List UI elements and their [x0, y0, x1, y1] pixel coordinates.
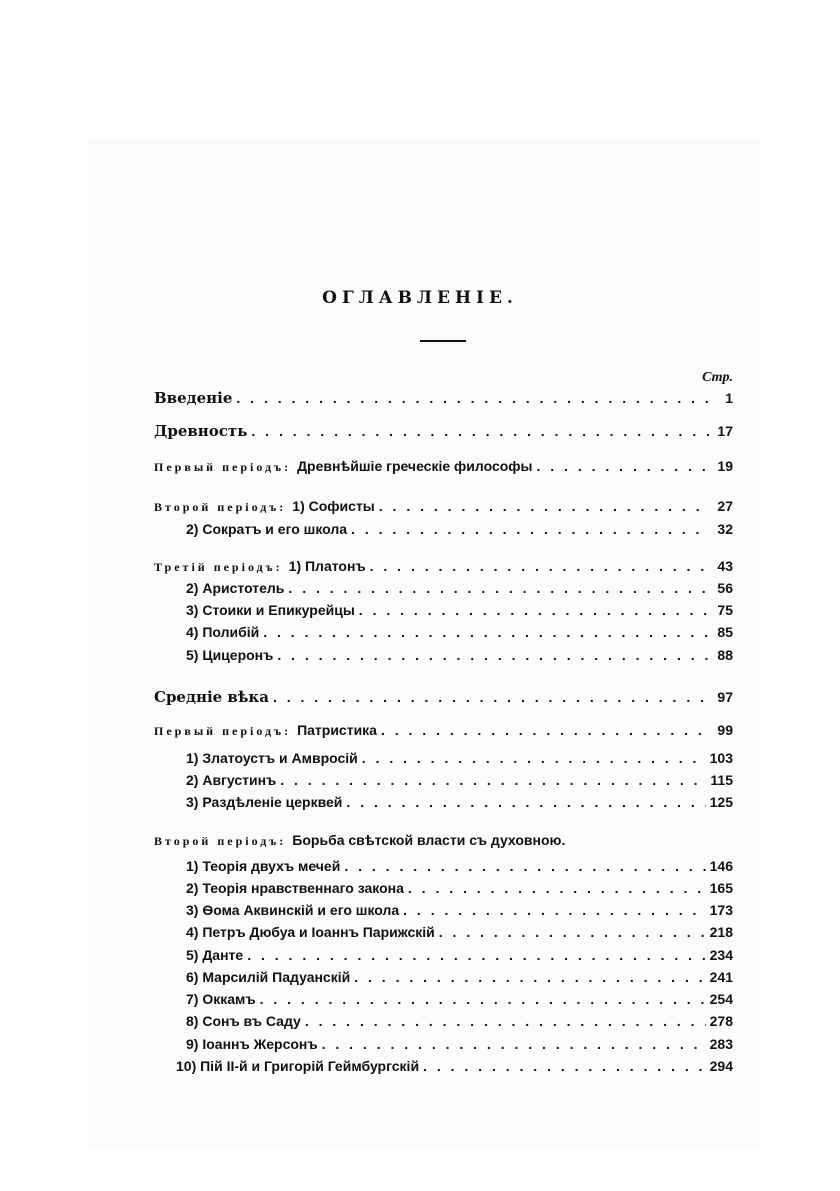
toc-entry — [154, 722, 733, 744]
toc-leader-dots — [359, 602, 709, 618]
toc-page-number: 88 — [717, 647, 733, 663]
toc-entry-title: 1) Теорія двухъ мечей — [186, 858, 341, 874]
toc-period-label: Третій періодъ: — [154, 560, 283, 574]
toc-leader-dots — [277, 647, 709, 663]
toc-entry — [186, 624, 733, 646]
toc-page-number: 17 — [717, 423, 733, 439]
toc-period-label: Первый періодъ: — [154, 460, 292, 474]
toc-entry-title: 3) Стоики и Епикурейцы — [186, 602, 355, 618]
toc-page-number: 99 — [717, 722, 733, 738]
toc-entry-title: 3) Ѳома Аквинскій и его школа — [186, 902, 400, 918]
toc-page-number: 283 — [709, 1036, 733, 1052]
page-title: ОГЛАВЛЕНІЕ. — [322, 288, 518, 308]
toc-entry — [186, 902, 733, 924]
toc-entry — [154, 832, 733, 854]
toc-leader-dots — [236, 390, 709, 406]
toc-entry — [154, 422, 733, 444]
toc-entry-title: 4) Полибій — [186, 624, 260, 640]
toc-period-label: Первый періодъ: — [154, 724, 292, 738]
toc-entry — [186, 991, 733, 1013]
toc-leader-dots — [403, 902, 705, 918]
toc-page-number: 85 — [717, 624, 733, 640]
toc-page-number: 43 — [717, 558, 733, 574]
toc-page-number: 165 — [709, 880, 733, 896]
toc-page-number: 97 — [717, 689, 733, 705]
toc-leader-dots — [273, 689, 709, 705]
page-column-label: Стр. — [702, 370, 733, 385]
toc-entry-title: Введеніе — [154, 389, 233, 407]
toc-entry-title: 2) Сократъ и его школа — [186, 521, 348, 537]
toc-leader-dots — [247, 947, 705, 963]
toc-leader-dots — [322, 1036, 706, 1052]
toc-leader-dots — [354, 969, 705, 985]
toc-entry — [186, 880, 733, 902]
toc-entry — [154, 458, 733, 480]
toc-entry — [186, 521, 733, 543]
toc-leader-dots — [379, 498, 709, 514]
toc-page-number: 1 — [725, 390, 733, 406]
toc-entry-title: 7) Оккамъ — [186, 991, 256, 1007]
toc-page-number: 32 — [717, 521, 733, 537]
toc-leader-dots — [305, 1013, 706, 1029]
toc-entry-title: 8) Сонъ въ Саду — [186, 1013, 301, 1029]
toc-entry — [186, 794, 733, 816]
toc-entry-title: 1) Софисты — [292, 498, 375, 514]
toc-entry — [186, 772, 733, 794]
toc-leader-dots — [263, 624, 709, 640]
toc-leader-dots — [408, 880, 706, 896]
toc-entry — [186, 924, 733, 946]
toc-entry-title: 9) Іоаннъ Жерсонъ — [186, 1036, 318, 1052]
toc-leader-dots — [381, 722, 709, 738]
toc-page-number: 125 — [709, 794, 733, 810]
toc-leader-dots — [362, 750, 706, 766]
toc-entry — [154, 558, 733, 580]
toc-leader-dots — [344, 858, 705, 874]
toc-leader-dots — [260, 991, 706, 1007]
toc-entry-title: 3) Раздѣленіе церквей — [186, 794, 343, 810]
toc-page-number: 218 — [709, 924, 733, 940]
toc-entry-title: 1) Платонъ — [288, 558, 366, 574]
toc-page-number: 56 — [717, 580, 733, 596]
toc-entry — [186, 947, 733, 969]
toc-entry — [186, 969, 733, 991]
toc-entry-title: Древнѣйшіе греческіе философы — [297, 458, 533, 474]
title-divider — [420, 340, 466, 342]
toc-entry-title: 5) Цицеронъ — [186, 647, 274, 663]
toc-page-number: 27 — [717, 498, 733, 514]
toc-entry-title: Средніе вѣка — [154, 688, 269, 706]
toc-entry — [186, 858, 733, 880]
toc-page-number: 254 — [709, 991, 733, 1007]
toc-leader-dots — [439, 924, 706, 940]
toc-page-number: 241 — [709, 969, 733, 985]
toc-entry-title: 4) Петръ Дюбуа и Іоаннъ Парижскій — [186, 924, 435, 940]
toc-entry — [186, 750, 733, 772]
toc-page-number: 234 — [709, 947, 733, 963]
toc-page-number: 278 — [709, 1013, 733, 1029]
toc-entry-title: Древность — [154, 422, 248, 440]
toc-entry-title: 1) Златоустъ и Амвросій — [186, 750, 358, 766]
toc-page-number: 294 — [709, 1058, 733, 1074]
toc-period-label: Второй періодъ: — [154, 500, 287, 514]
toc-entry — [186, 580, 733, 602]
toc-entry-title: 10) Пій II-й и Григорій Геймбургскій — [176, 1058, 420, 1074]
toc-entry-title: Борьба свѣтской власти съ духовною. — [292, 832, 566, 848]
toc-entry — [186, 1013, 733, 1035]
toc-leader-dots — [280, 772, 706, 788]
toc-leader-dots — [346, 794, 705, 810]
toc-page-number: 19 — [717, 458, 733, 474]
toc-entry-title: 5) Данте — [186, 947, 244, 963]
toc-leader-dots — [370, 558, 709, 574]
toc-entry — [186, 647, 733, 669]
toc-entry — [186, 602, 733, 624]
toc-page-number: 103 — [709, 750, 733, 766]
toc-page-number: 115 — [710, 772, 733, 788]
toc-entry — [154, 688, 733, 710]
toc-leader-dots — [537, 458, 710, 474]
toc-page-number: 75 — [717, 602, 733, 618]
toc-leader-dots — [351, 521, 709, 537]
toc-page-number: 146 — [709, 858, 733, 874]
toc-entry — [186, 1036, 733, 1058]
toc-leader-dots — [251, 423, 709, 439]
toc-entry — [154, 498, 733, 520]
toc-entry-title: 2) Августинъ — [186, 772, 277, 788]
toc-entry-title: 2) Аристотель — [186, 580, 285, 596]
toc-entry — [176, 1058, 733, 1080]
toc-page-number: 173 — [709, 902, 733, 918]
toc-entry-title: 2) Теорія нравственнаго закона — [186, 880, 404, 896]
toc-leader-dots — [423, 1058, 706, 1074]
toc-entry-title: 6) Марсилій Падуанскій — [186, 969, 351, 985]
toc-leader-dots — [288, 580, 709, 596]
toc-period-label: Второй періодъ: — [154, 834, 287, 848]
toc-entry — [154, 389, 733, 411]
toc-entry-title: Патристика — [297, 722, 377, 738]
